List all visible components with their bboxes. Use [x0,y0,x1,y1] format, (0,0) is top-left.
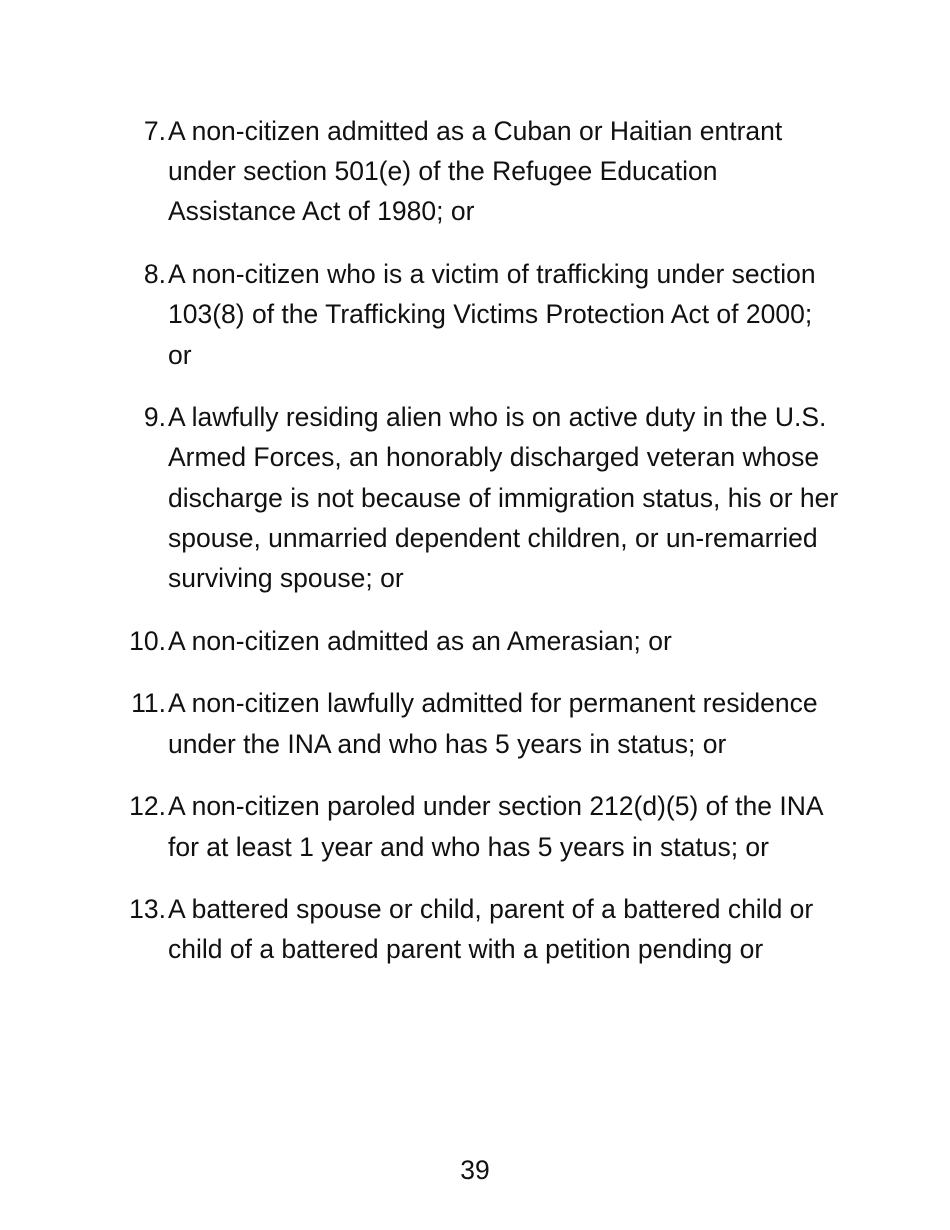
list-item-text: A battered spouse or child, parent of a battered child or child of a battered parent with a petition pending or [168,894,814,965]
list-item [0,621,950,661]
list-item [0,786,950,866]
list-item [0,683,950,763]
list-item [0,254,950,375]
list-item [0,111,950,232]
list-item-text: A lawfully residing alien who is on active duty in the U.S. Armed Forces, an honorably discharged veteran whose discharge is not because of immigration status, his or her spouse, unmarried dependent children, or un-remarried surviving spouse; or [168,402,839,594]
list-item-number: 7. [143,116,166,146]
list-item-text: A non-citizen lawfully admitted for permanent residence under the INA and who has 5 years in status; or [168,688,818,759]
list-item-number: 8. [143,259,166,290]
eligibility-list [0,111,950,992]
list-item-text: A non-citizen admitted as an Amerasian; or [168,625,672,656]
list-item [0,397,950,598]
page-number: 39 [460,1155,490,1185]
list-item-number: 13. [129,894,166,925]
list-item-number: 11. [131,688,166,719]
list-item-text: A non-citizen who is a victim of trafficking under section 103(8) of the Trafficking Victims Protection Act of 2000; or [168,259,816,370]
list-item [0,889,950,969]
list-item-number: 9. [143,402,166,433]
list-item-number: 10. [129,625,166,656]
list-item-number: 12. [129,791,166,822]
list-item-text: A non-citizen paroled under section 212(d)(5) of the INA for at least 1 year and who has 5 years in status; or [168,791,823,862]
list-item-text: A non-citizen admitted as a Cuban or Haitian entrant under section 501(e) of the Refugee Education Assistance Act of 1980; or [168,116,783,227]
